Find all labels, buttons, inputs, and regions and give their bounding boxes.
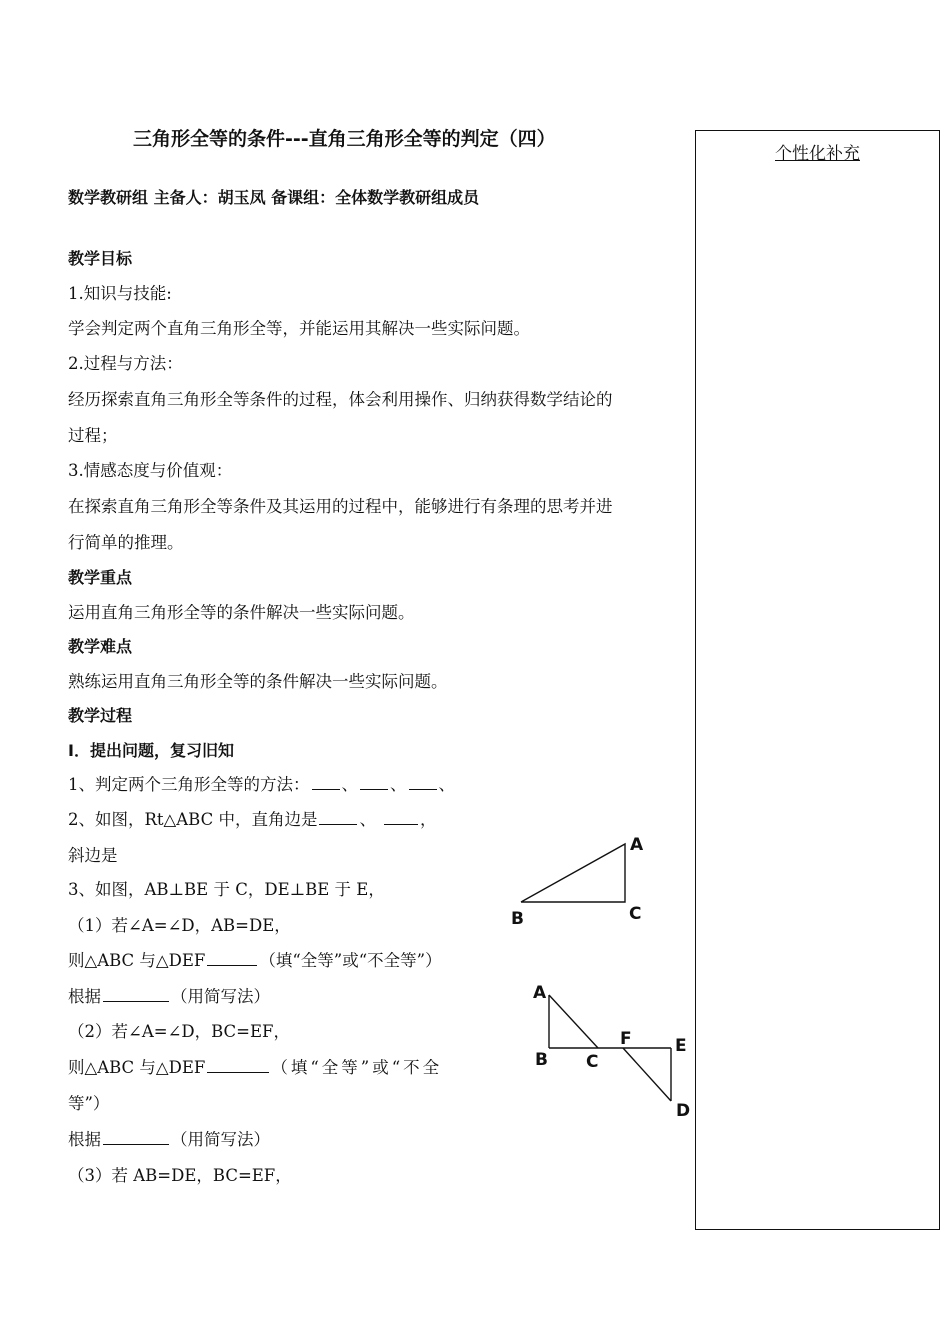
separator: 、: [341, 775, 358, 794]
answer-blank[interactable]: [360, 775, 388, 790]
question-3-part1: （1）若∠A=∠D，AB=DE，: [68, 916, 291, 935]
label-c: C: [586, 1052, 599, 1072]
segment-fd: [623, 1048, 671, 1101]
label-a: A: [630, 835, 644, 855]
authors-line: 数学教研组 主备人：胡玉凤 备课组：全体数学教研组成员: [68, 188, 480, 207]
difficulty-heading: 教学难点: [68, 637, 133, 656]
triangle-abc: [521, 844, 625, 902]
label-c: C: [629, 904, 642, 924]
question-3-part1-ask: [68, 951, 442, 971]
answer-blank[interactable]: [319, 810, 357, 825]
objective-1-text: 学会判定两个直角三角形全等，并能运用其解决一些实际问题。: [68, 319, 530, 338]
key-point-heading: 教学重点: [68, 568, 133, 587]
answer-blank[interactable]: [103, 987, 169, 1002]
objective-3-text-line1: 在探索直角三角形全等条件及其运用的过程中，能够进行有条理的思考并进: [68, 497, 613, 516]
question-2-line2: 斜边是: [68, 846, 118, 865]
label-a: A: [533, 983, 547, 1003]
label-d: D: [676, 1101, 691, 1121]
separator: ，: [419, 810, 437, 829]
question-3-part2: （2）若∠A=∠D，BC=EF，: [68, 1022, 290, 1041]
ask-text: 则△ABC 与△DEF: [68, 951, 206, 970]
answer-blank[interactable]: [384, 810, 418, 825]
objective-2-text-line2: 过程；: [68, 426, 118, 445]
difficulty-text: 熟练运用直角三角形全等的条件解决一些实际问题。: [68, 672, 448, 691]
separator: 、: [390, 775, 407, 794]
congruent-triangles-figure: [525, 975, 700, 1125]
personalized-supplement-box[interactable]: [695, 130, 940, 1230]
answer-blank[interactable]: [409, 775, 437, 790]
document-title: 三角形全等的条件---直角三角形全等的判定（四）: [133, 128, 556, 150]
label-b: B: [511, 909, 524, 929]
label-f: F: [620, 1029, 632, 1049]
objective-2-title: 2.过程与方法：: [68, 354, 183, 373]
question-2: [68, 810, 436, 830]
question-3-part2-ask: [68, 1058, 442, 1078]
question-3: 3、如图，AB⊥BE 于 C，DE⊥BE 于 E，: [68, 880, 385, 899]
basis-label: 根据: [68, 987, 101, 1006]
question-3-part2-basis: [68, 1130, 270, 1150]
basis-hint: （用简写法）: [171, 987, 270, 1006]
question-2-text: 2、如图，Rt△ABC 中，直角边是: [68, 810, 318, 829]
supplement-title: 个性化补充: [775, 144, 860, 164]
process-heading: 教学过程: [68, 706, 133, 725]
answer-blank[interactable]: [312, 775, 340, 790]
objectives-heading: 教学目标: [68, 249, 133, 268]
basis-hint: （用简写法）: [171, 1130, 270, 1149]
section-1-heading: Ⅰ．提出问题，复习旧知: [68, 741, 234, 760]
question-3-part2-ask-line2: 等”）: [68, 1094, 110, 1113]
key-point-text: 运用直角三角形全等的条件解决一些实际问题。: [68, 603, 415, 622]
question-3-part1-basis: [68, 987, 270, 1007]
objective-1-title: 1.知识与技能:: [68, 284, 172, 303]
separator: 、: [438, 775, 455, 794]
question-1: [68, 775, 455, 795]
ask-text: 则△ABC 与△DEF: [68, 1058, 206, 1077]
answer-blank[interactable]: [207, 1058, 269, 1073]
label-b: B: [535, 1050, 548, 1070]
label-e: E: [675, 1036, 687, 1056]
objective-3-title: 3.情感态度与价值观：: [68, 461, 233, 480]
objective-2-text-line1: 经历探索直角三角形全等条件的过程，体会利用操作、归纳获得数学结论的: [68, 390, 613, 409]
basis-label: 根据: [68, 1130, 101, 1149]
right-triangle-figure: [505, 830, 655, 930]
segment-ac: [549, 995, 598, 1048]
answer-blank[interactable]: [207, 951, 257, 966]
ask-hint: （填“全等”或“不全: [271, 1058, 443, 1077]
question-1-text: 1、判定两个三角形全等的方法：: [68, 775, 310, 794]
answer-blank[interactable]: [103, 1130, 169, 1145]
ask-hint: （填“全等”或“不全等”）: [259, 951, 442, 970]
separator: 、: [359, 810, 376, 829]
question-3-part3: （3）若 AB=DE，BC=EF，: [68, 1166, 292, 1185]
objective-3-text-line2: 行简单的推理。: [68, 533, 184, 552]
